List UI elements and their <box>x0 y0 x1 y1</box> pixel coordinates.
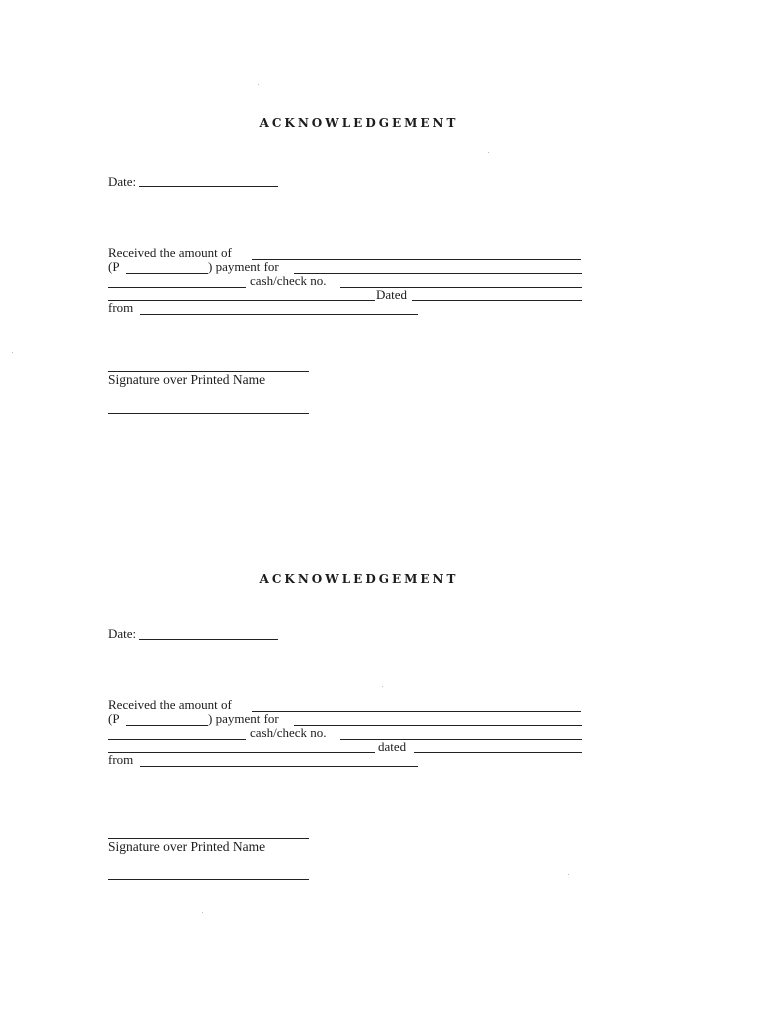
date-label: Date: <box>108 174 137 189</box>
amount-in-words-field[interactable] <box>252 711 581 712</box>
scan-speck <box>568 874 569 875</box>
amount-in-words-field[interactable] <box>252 259 581 260</box>
printed-name-line[interactable] <box>108 413 309 414</box>
from-label: from <box>108 300 134 315</box>
cash-check-label: cash/check no. <box>250 273 327 288</box>
cash-check-prefix-field[interactable] <box>108 739 246 740</box>
scan-speck <box>12 352 13 353</box>
bank-field[interactable] <box>108 752 375 753</box>
payment-for-field[interactable] <box>294 273 582 274</box>
dated-label: dated <box>378 739 407 754</box>
cash-check-number-field[interactable] <box>340 739 582 740</box>
dated-field[interactable] <box>414 752 582 753</box>
received-amount-label: Received the amount of <box>108 245 232 260</box>
scan-speck <box>258 84 259 85</box>
from-field[interactable] <box>140 766 418 767</box>
dated-field[interactable] <box>412 300 582 301</box>
signature-label: Signature over Printed Name <box>108 372 266 387</box>
form-title: ACKNOWLEDGEMENT <box>259 572 459 586</box>
signature-label: Signature over Printed Name <box>108 839 266 854</box>
form-title: ACKNOWLEDGEMENT <box>259 116 459 130</box>
scan-speck <box>202 912 203 913</box>
date-label: Date: <box>108 626 137 641</box>
cash-check-prefix-field[interactable] <box>108 287 246 288</box>
received-amount-label: Received the amount of <box>108 697 232 712</box>
cash-check-label: cash/check no. <box>250 725 327 740</box>
payment-for-label: ) payment for <box>208 711 279 726</box>
amount-in-figures-field[interactable] <box>126 273 208 274</box>
printed-name-line[interactable] <box>108 879 309 880</box>
amount-in-figures-field[interactable] <box>126 725 208 726</box>
scan-speck <box>488 152 489 153</box>
from-label: from <box>108 752 134 767</box>
bank-field[interactable] <box>108 300 375 301</box>
peso-open-label: (P <box>108 711 120 726</box>
scan-speck <box>382 686 383 687</box>
peso-open-label: (P <box>108 259 120 274</box>
date-field[interactable] <box>139 186 278 187</box>
payment-for-label: ) payment for <box>208 259 279 274</box>
date-field[interactable] <box>139 639 278 640</box>
from-field[interactable] <box>140 314 418 315</box>
payment-for-field[interactable] <box>294 725 582 726</box>
dated-label: Dated <box>376 287 408 302</box>
